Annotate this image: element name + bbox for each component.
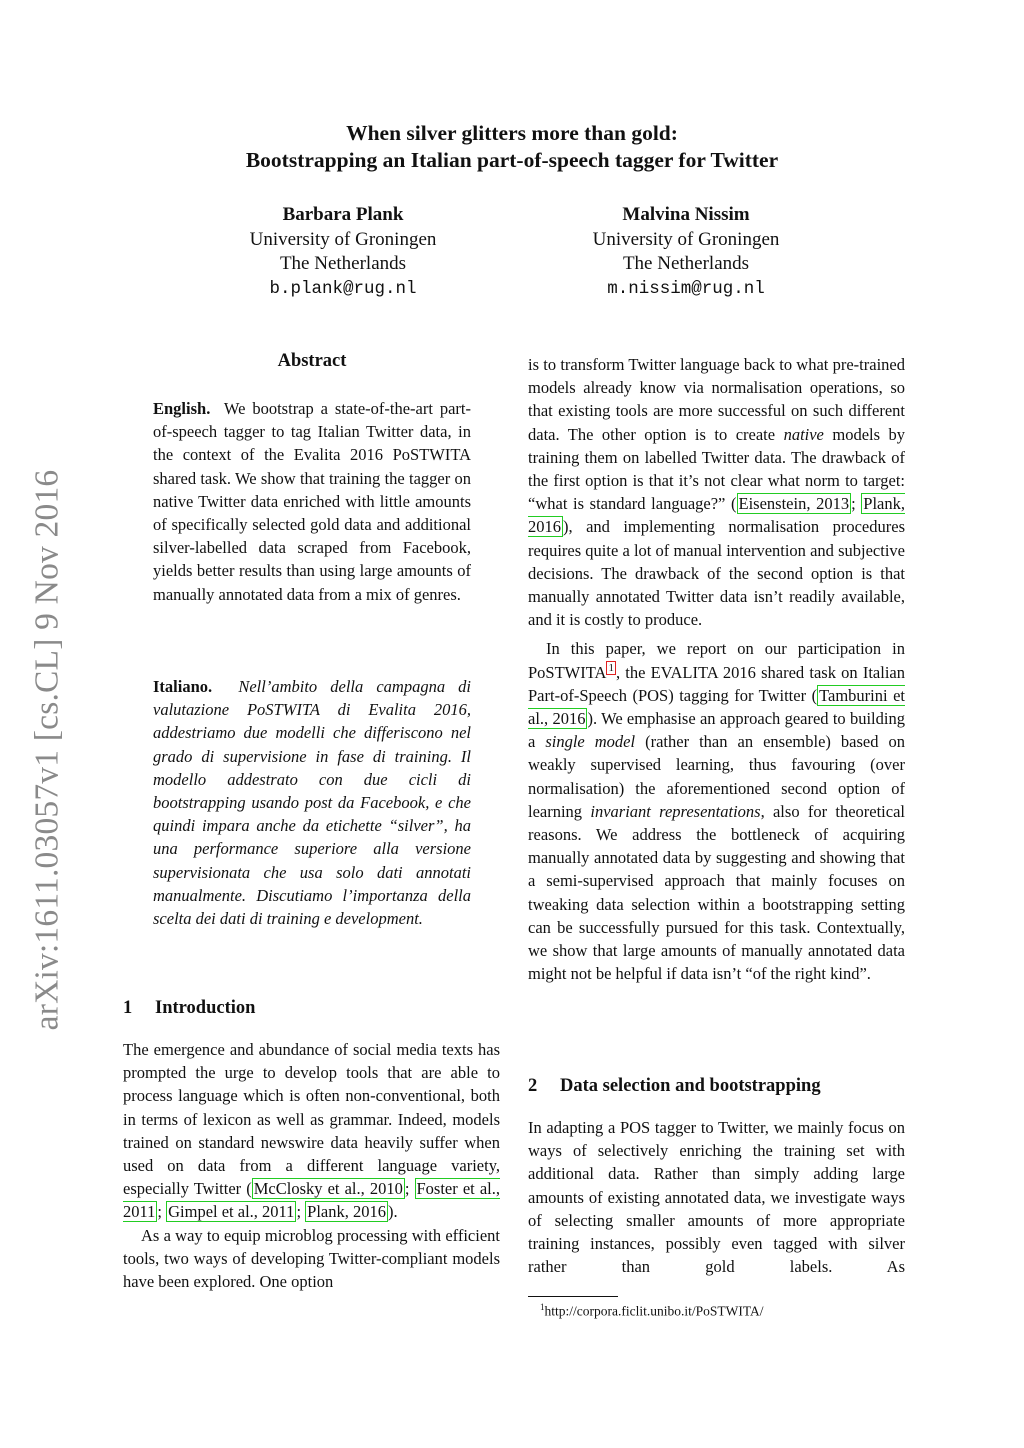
text-run: ), and implementing normalisation procedures requires quite a lot of manual intervention and subjective decisions. The drawback of the second option is that manually annotated Twitter data isn’t readily available, and it is costly to produce. xyxy=(528,517,905,630)
text-run: (rather than an ensemble) based on weakly supervised learning, thus favouring (over normalisation) the aforementioned second option of learning xyxy=(528,732,905,821)
arxiv-stamp-text: arXiv:1611.03057v1 [cs.CL] 9 Nov 2016 xyxy=(28,469,65,1031)
author-affiliation: University of Groningen xyxy=(249,228,437,250)
abstract-italian-text: Nell’ambito della campagna di valutazione PoSTWITA di Evalita 2016, addestriamo due modelli che differiscono nel grado di supervisione in fase di training. Il modello addestrato con due cicli di bootstrapping usando post da Facebook, e che quindi impara anche da etichette “silver”, ha una performance superiore alla versione supervisionata che usa solo dati annotati manualmente. Discutiamo l’importanza della scelta dei dati di training e development. xyxy=(153,677,471,929)
intro-paragraph-2-cont xyxy=(528,353,905,631)
section-2-heading xyxy=(528,1076,821,1097)
section-2-body xyxy=(528,1116,905,1278)
citation-separator: ; xyxy=(404,1179,415,1199)
citation-separator: ; xyxy=(296,1202,306,1222)
intro-right-column xyxy=(528,353,905,985)
emphasis-native: native xyxy=(783,424,824,444)
author-name: Malvina Nissim xyxy=(622,204,750,225)
footnote-url[interactable]: http://corpora.ficlit.unibo.it/PoSTWITA/ xyxy=(544,1303,764,1319)
intro-left-column xyxy=(123,1038,500,1293)
text-run: models by training them on labelled Twitter data. The drawback of the first option is that it’s not clear what norm to target: “what is standard language?” ( xyxy=(528,424,905,514)
author-block-2 xyxy=(536,203,836,301)
footnote-link[interactable]: 1 xyxy=(608,662,614,675)
text-run: In this paper, we report on our participation in PoSTWITA xyxy=(528,639,905,682)
section-title: Introduction xyxy=(155,998,256,1018)
abstract-english-label: English. xyxy=(153,399,211,418)
author-email: m.nissim@rug.nl xyxy=(607,278,765,299)
author-affiliation: University of Groningen xyxy=(592,228,780,250)
intro-paragraph-2: As a way to equip microblog processing with efficient tools, two ways of developing Twitter-compliant models have been explored. One option xyxy=(123,1225,500,1292)
emphasis-invariant: invariant representations xyxy=(590,801,761,821)
section-1-heading xyxy=(123,998,255,1019)
intro-p1-text: The emergence and abundance of social media texts has prompted the urge to develop tools that are able to process language which is often non-conventional, both in terms of lexicon as well as grammar. Indeed, models trained on standard newswire data heavily suffer when used on data from a different language variety, especially Twitter ( xyxy=(123,1040,500,1199)
footnote xyxy=(540,1298,764,1321)
footnote-mark: 1 xyxy=(540,1302,545,1312)
section-title: Data selection and bootstrapping xyxy=(560,1076,821,1096)
citation-link[interactable]: Eisenstein, 2013 xyxy=(738,494,850,514)
citation-link[interactable]: Tamburini et al., 2016 xyxy=(528,685,906,729)
intro-paragraph-1 xyxy=(123,1038,500,1224)
citation-link[interactable]: Plank, 2016 xyxy=(307,1202,386,1222)
citation-link[interactable]: Gimpel et al., 2011 xyxy=(168,1202,295,1222)
paper-title-line-1: When silver glitters more than gold: xyxy=(346,121,678,145)
intro-paragraph-3 xyxy=(528,637,905,985)
citation-link[interactable]: McClosky et al., 2010 xyxy=(253,1179,403,1199)
paper-title-line-2: Bootstrapping an Italian part-of-speech tagger for Twitter xyxy=(245,148,779,172)
intro-p1-end: ). xyxy=(388,1202,398,1222)
section-2-paragraph-1: In adapting a POS tagger to Twitter, we mainly focus on ways of selectively enriching the training set with additional data. Rather than simply adding large amounts of existing annotated data, we investigate ways of selecting smaller amounts of more appropriate training instances, possibly even tagged with silver rather than gold labels. As xyxy=(528,1118,905,1277)
text-run: is to transform Twitter language back to what pre-trained models already know via normalisation operations, so that existing tools are more successful on such different data. The other option is to create xyxy=(528,355,905,444)
author-country: The Netherlands xyxy=(279,253,407,274)
citation-separator: ; xyxy=(851,494,862,514)
citation-link[interactable]: Plank, 2016 xyxy=(528,494,906,537)
emphasis-single-model: single model xyxy=(545,732,636,752)
author-email: b.plank@rug.nl xyxy=(269,278,417,299)
section-number: 2 xyxy=(528,1076,538,1096)
author-country: The Netherlands xyxy=(622,253,750,274)
citation-separator: ; xyxy=(157,1202,167,1222)
text-run: , the EVALITA 2016 shared task on Italian Part-of-Speech (POS) tagging for Twitter ( xyxy=(528,662,905,705)
abstract-english-text: We bootstrap a state-of-the-art part-of-speech tagger to tag Italian Twitter data, in the context of the Evalita 2016 PoSTWITA shared task. We show that training the tagger on native Twitter data enriched with little amounts of specifically selected gold data and additional silver-labelled data scraped from Facebook, yields better results than using large amounts of manually annotated data from a mix of genres. xyxy=(153,399,471,604)
author-name: Barbara Plank xyxy=(282,204,404,225)
arxiv-stamp xyxy=(0,455,94,1045)
abstract-english xyxy=(153,397,471,606)
footnote-rule xyxy=(528,1296,618,1297)
section-number: 1 xyxy=(123,998,133,1018)
abstract-italian-label: Italiano. xyxy=(153,677,213,696)
author-block-1 xyxy=(193,203,493,301)
text-run: ). We emphasise an approach geared to building a xyxy=(528,709,905,752)
abstract-heading: Abstract xyxy=(277,351,347,371)
text-run: , also for theoretical reasons. We address the bottleneck of acquiring manually annotated data by suggesting and showing that a semi-supervised approach that mainly focuses on tweaking data selection within a bootstrapping setting can be successfully pursued for this task. Contextually, we show that large amounts of manually annotated data might not be helpful if data isn’t “of the right kind”. xyxy=(528,801,905,984)
citation-link[interactable]: Foster et al., 2011 xyxy=(123,1179,500,1222)
abstract-italian xyxy=(153,675,471,930)
